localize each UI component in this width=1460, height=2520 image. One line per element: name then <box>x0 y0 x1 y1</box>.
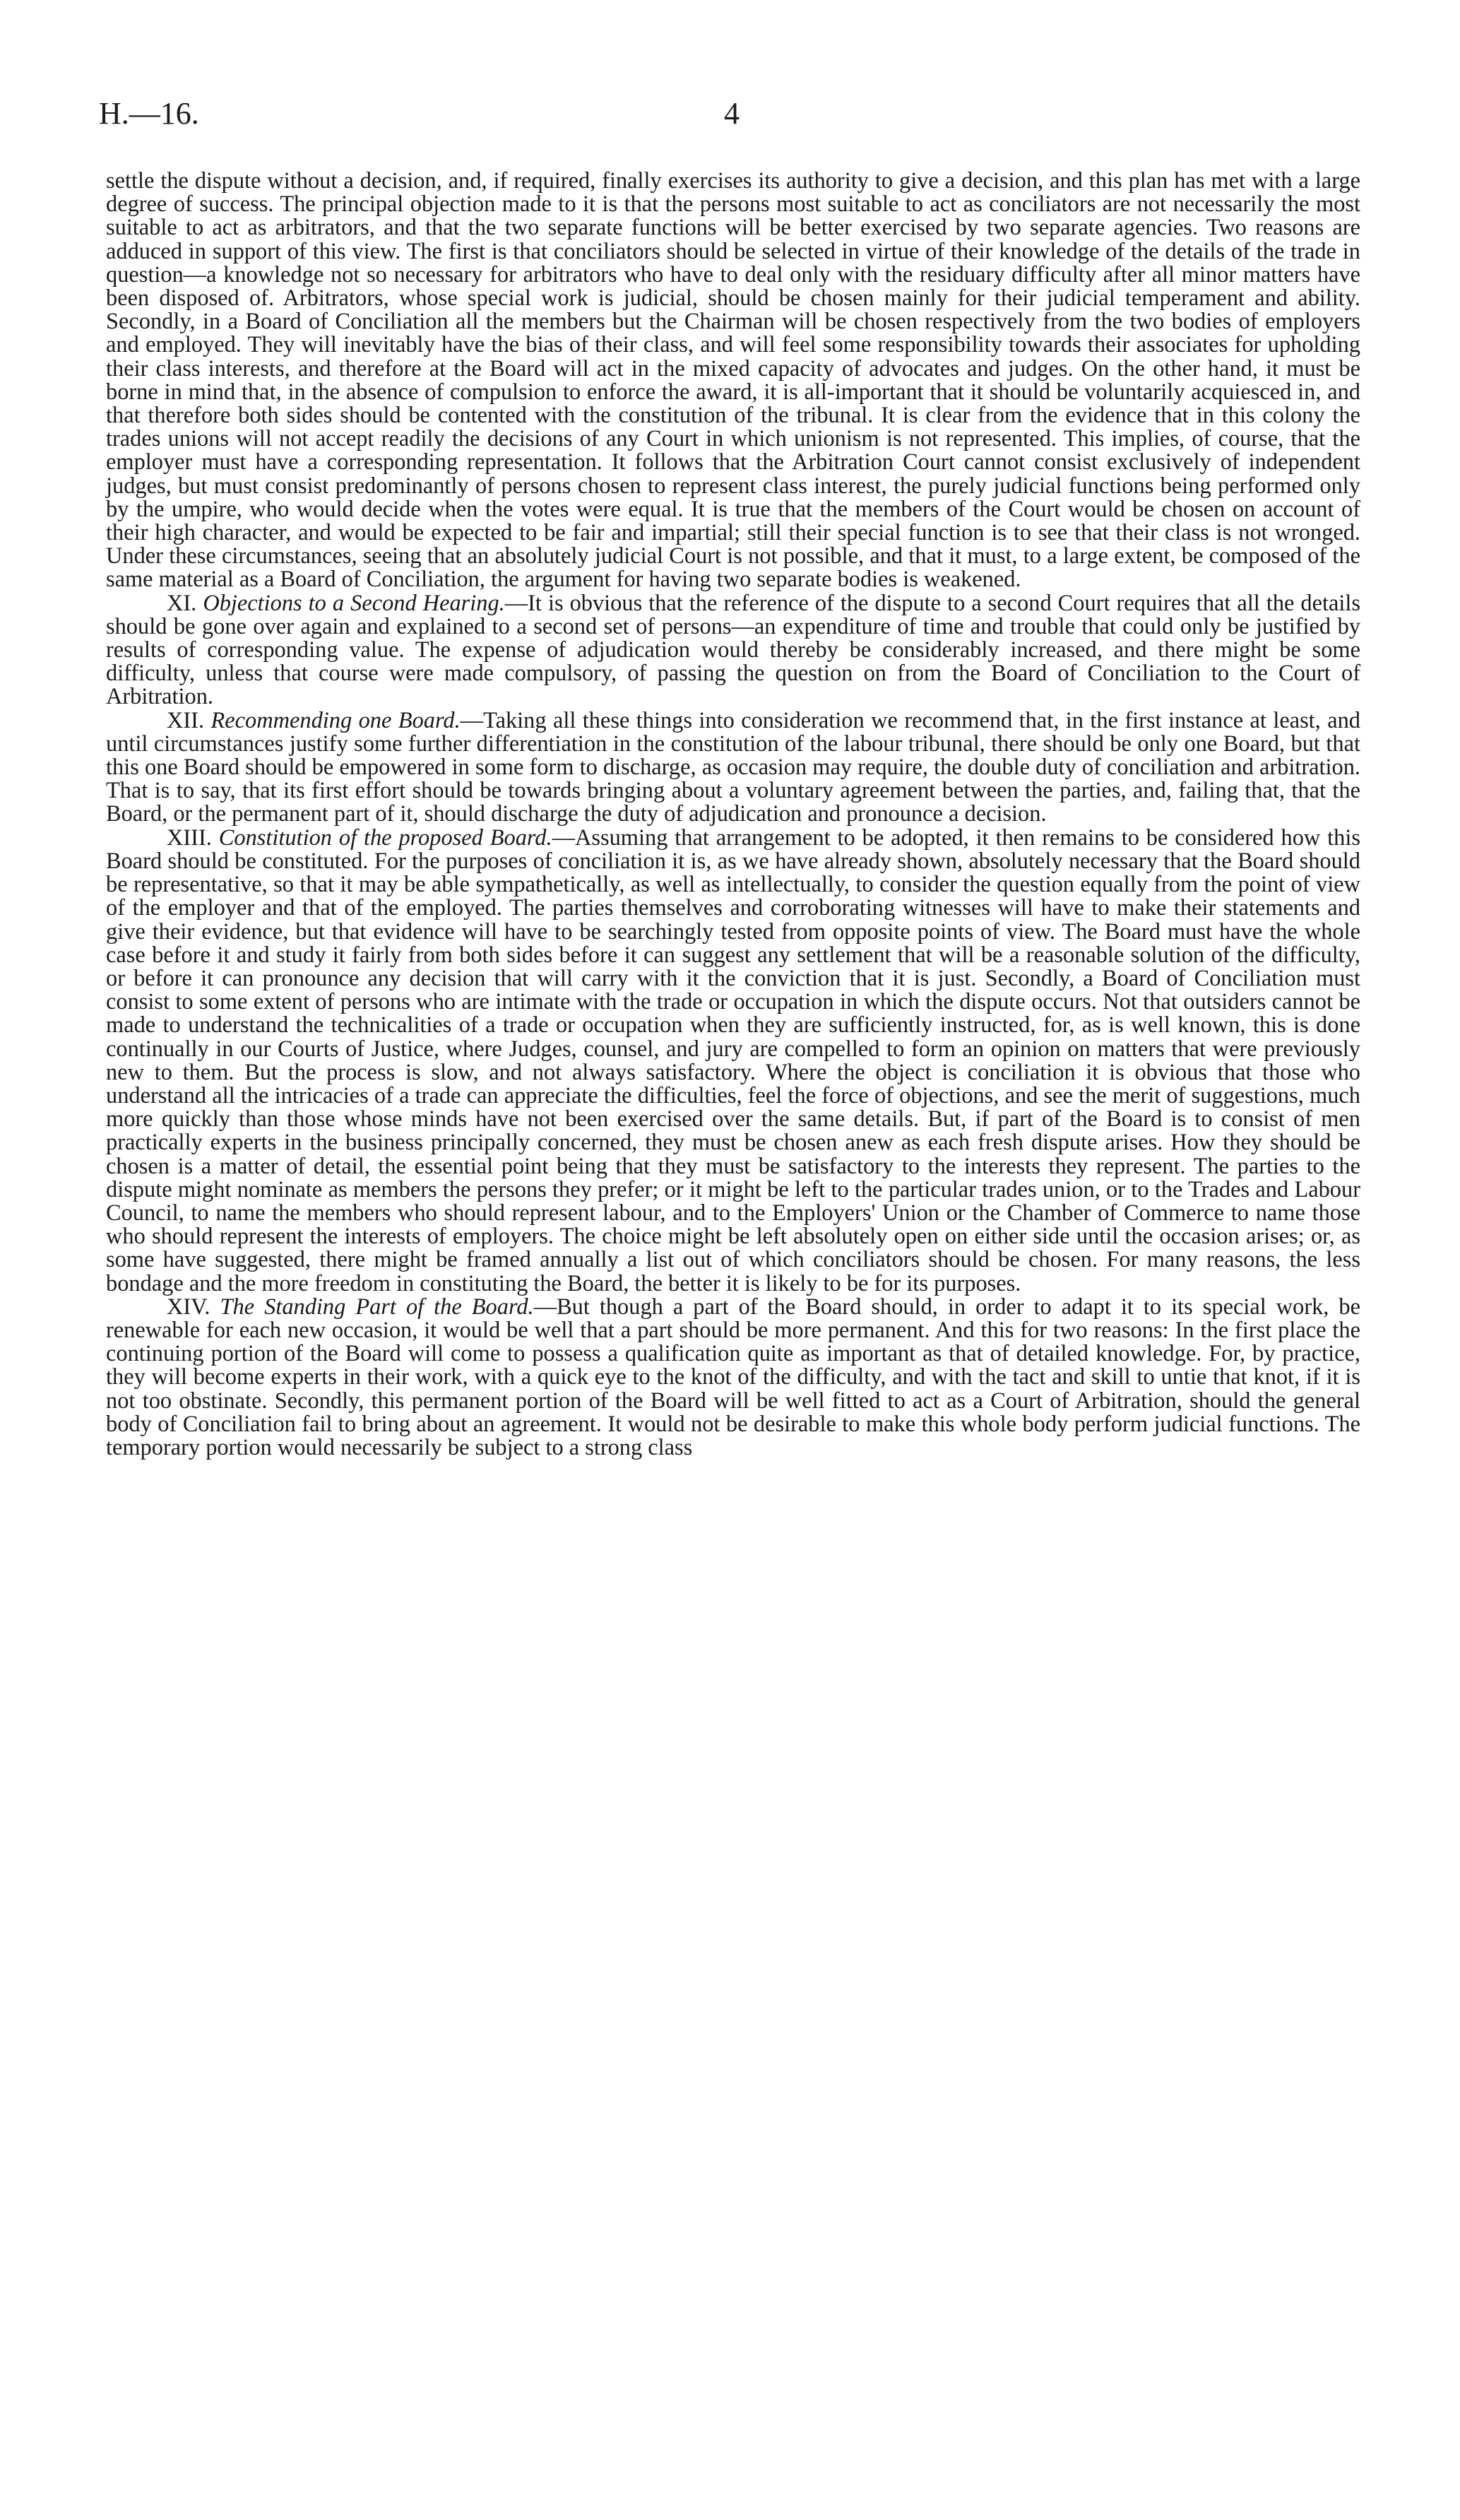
paragraph-continuation <box>106 170 1360 592</box>
section-title: Objections to a Second Hearing. <box>203 590 505 616</box>
page-header <box>99 95 1356 138</box>
section-number: XIII. <box>167 824 212 851</box>
paragraph-xii <box>106 709 1360 827</box>
paragraph-text: —But though a part of the Board should, in order to adapt it to its special work, be renewable for each new occasion, it would be well that a part should be more permanent. And this for two reasons: In the first place the continuing portion of the Board will come to possess a qualification quite as important as that of detailed knowledge. For, by practice, they will become experts in their work, with a quick eye to the knot of the difficulty, and with the tact and skill to untie that knot, if it is not too obstinate. Secondly, this permanent portion of the Board will be well fitted to act as a Court of Arbitration, should the general body of Conciliation fail to bring about an agreement. It would not be desirable to make this whole body perform judicial functions. The temporary portion would necessarily be subject to a strong class <box>106 1294 1360 1460</box>
paragraph-text: —Assuming that arrangement to be adopted, it then remains to be considered how this Board should be constituted. For the purposes of conciliation it is, as we have already shown, absolutely necessary that the Board should be representative, so that it may be able sympathetically, as well as intellectually, to consider the question equally from the point of view of the employer and that of the employed. The parties themselves and corroborating witnesses will have to make their statements and give their evidence, but that evidence will have to be searchingly tested from opposite points of view. The Board must have the whole case before it and study it fairly from both sides before it can suggest any settlement that will be a reasonable solution of the difficulty, or before it can pronounce any decision that will carry with it the conviction that it is just. Secondly, a Board of Conciliation must consist to some extent of persons who are intimate with the trade or occupation in which the dispute occurs. Not that outsiders cannot be made to understand the technicalities of a trade or occupation when they are sufficiently instructed, for, as is well known, this is done continually in our Courts of Justice, where Judges, counsel, and jury are compelled to form an opinion on matters that were previously new to them. But the process is slow, and not always satisfactory. Where the object is conciliation it is obvious that those who understand all the intricacies of a trade can appreciate the difficulties, feel the force of objections, and see the merit of suggestions, much more quickly than those whose minds have not been exercised over the same details. But, if part of the Board is to consist of men practically experts in the business principally concerned, they must be chosen anew as each fresh dispute arises. How they should be chosen is a matter of detail, the essential point being that they must be satisfactory to the interests they represent. The parties to the dispute might nominate as members the persons they prefer; or it might be left to the particular trades union, or to the Trades and Labour Council, to name the members who should represent labour, and to the Employers' Union or the Chamber of Commerce to name those who should represent the interests of employers. The choice might be left absolutely open on either side until the occasion arises; or, as some have suggested, there might be framed annually a list out of which conciliators should be chosen. For many reasons, the less bondage and the more freedom in constituting the Board, the better it is likely to be for its purposes. <box>106 824 1360 1296</box>
section-number: XI. <box>167 590 197 616</box>
section-title: Recommending one Board. <box>210 707 461 733</box>
document-body <box>106 170 1360 1460</box>
page-number: 4 <box>724 96 740 131</box>
paragraph-text: settle the dispute without a decision, and, if required, finally exercises its authority to give a decision, and this plan has met with a large degree of success. The principal objection made to it is that the persons most suitable to act as conciliators are not necessarily the most suitable to act as arbitrators, and that the two separate functions will be better exercised by two separate agencies. Two reasons are adduced in support of this view. The first is that conciliators should be selected in virtue of their knowledge of the details of the trade in question—a knowledge not so necessary for arbitrators who have to deal only with the residuary difficulty after all minor matters have been disposed of. Arbitrators, whose special work is judicial, should be chosen mainly for their judicial temperament and ability. Secondly, in a Board of Conciliation all the members but the Chairman will be chosen respectively from the two bodies of employers and employed. They will inevitably have the bias of their class, and will feel some responsibility towards their associates for upholding their class interests, and therefore at the Board will act in the mixed capacity of advocates and judges. On the other hand, it must be borne in mind that, in the absence of compulsion to enforce the award, it is all-important that it should be voluntarily acquiesced in, and that therefore both sides should be contented with the constitution of the tribunal. It is clear from the evidence that in this colony the trades unions will not accept readily the decisions of any Court in which unionism is not represented. This implies, of course, that the employer must have a corresponding representation. It follows that the Arbitration Court cannot consist exclusively of independent judges, but must consist predominantly of persons chosen to represent class interest, the purely judicial functions being performed only by the umpire, who would decide when the votes were equal. It is true that the members of the Court would be chosen on account of their high character, and would be expected to be fair and impartial; still their special function is to see that their class is not wronged. Under these circumstances, seeing that an absolutely judicial Court is not possible, and that it must, to a large extent, be composed of the same material as a Board of Conciliation, the argument for having two separate bodies is weakened. <box>106 168 1360 593</box>
paragraph-xiii <box>106 824 1360 1296</box>
paragraph-xi <box>106 592 1360 709</box>
section-title: Constitution of the proposed Board. <box>218 824 552 851</box>
paragraph-xiv <box>106 1296 1360 1460</box>
section-number: XIV. <box>167 1294 210 1320</box>
section-number: XII. <box>167 707 205 733</box>
document-reference: H.—16. <box>99 96 199 131</box>
paragraph-text: —It is obvious that the reference of the dispute to a second Court requires that all the details should be gone over again and explained to a second set of persons—an expenditure of time and trouble that could only be justified by results of corresponding value. The expense of adjudication would thereby be considerably increased, and there might be some difficulty, unless that course were made compulsory, of passing the question on from the Board of Conciliation to the Court of Arbitration. <box>106 590 1360 710</box>
section-title: The Standing Part of the Board. <box>220 1294 534 1320</box>
paragraph-text: —Taking all these things into consideration we recommend that, in the first instance at least, and until circumstances justify some further differentiation in the constitution of the labour tribunal, there should be only one Board, but that this one Board should be empowered in some form to discharge, as occasion may require, the double duty of conciliation and arbitration. That is to say, that its first effort should be towards bringing about a voluntary agreement between the parties, and, failing that, that the Board, or the permanent part of it, should discharge the duty of adjudication and pronounce a decision. <box>106 707 1360 827</box>
